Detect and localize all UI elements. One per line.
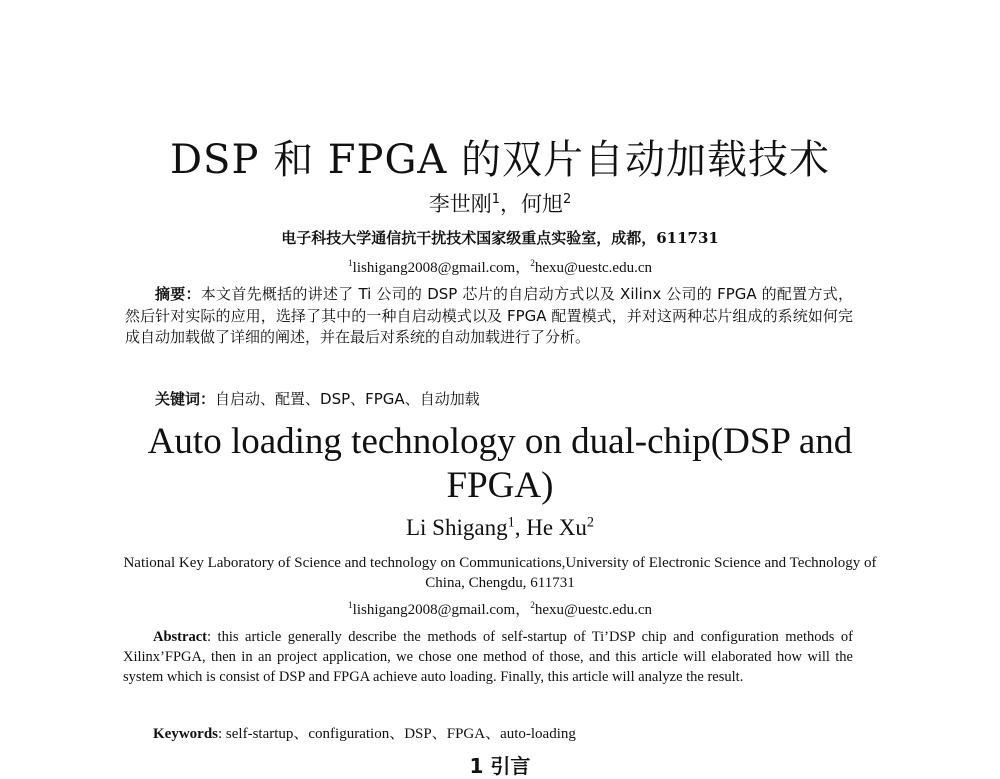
- english-email-1[interactable]: lishigang2008@gmail.com: [352, 602, 516, 618]
- english-author-1: Li Shigang: [405, 515, 508, 540]
- chinese-email-2[interactable]: hexu@uestc.edu.cn: [534, 260, 652, 276]
- chinese-author-separator: ，: [500, 192, 521, 216]
- chinese-author-2-superscript: 2: [563, 192, 572, 207]
- section-heading: 1 引言: [469, 754, 531, 778]
- chinese-author-1: 李世刚: [428, 192, 492, 216]
- chinese-authors: [0, 188, 1000, 218]
- chinese-abstract: [125, 284, 853, 349]
- chinese-abstract-text: 本文首先概括的讲述了 Ti 公司的 DSP 芯片的自启动方式以及 Xilinx 公司的 FPGA 的配置方式，然后针对实际的应用，选择了其中的一种自启动模式以及 FPGA 配置模式，并对这两种芯片组成的系统如何完成自动加载做了详细的阐述，并在最后对系统的自动加载进行了分析。: [125, 285, 853, 346]
- english-abstract-text: : this article generally describe the methods of self-startup of Ti’DSP chip and configuration methods of Xilinx’FPGA, then in an project application, we chose one method of those, and this article will elaborated how will the system which is consist of DSP and FPGA achieve auto loading. Finally, this article will analyze the result.: [123, 629, 853, 685]
- chinese-email-line: [0, 256, 1000, 277]
- chinese-abstract-label: 摘要：: [155, 285, 201, 303]
- chinese-email-1[interactable]: lishigang2008@gmail.com: [352, 260, 516, 276]
- chinese-email-separator: ，: [515, 260, 531, 276]
- english-abstract-label: Abstract: [153, 629, 207, 645]
- english-keywords-text: : self-startup、configuration、DSP、FPGA、auto-loading: [218, 726, 576, 742]
- chinese-keywords: [155, 388, 855, 409]
- chinese-keywords-label: 关键词：: [155, 390, 216, 408]
- chinese-author-1-superscript: 1: [491, 192, 500, 207]
- chinese-email-1-superscript: 1: [348, 259, 353, 269]
- english-email-2[interactable]: hexu@uestc.edu.cn: [534, 602, 652, 618]
- english-author-2-superscript: 2: [586, 514, 595, 531]
- english-email-separator: ，: [515, 602, 531, 618]
- chinese-email-2-superscript: 2: [530, 259, 535, 269]
- english-abstract: [123, 627, 853, 687]
- english-author-1-superscript: 1: [507, 514, 515, 531]
- english-authors: [0, 515, 1000, 541]
- english-affiliation: National Key Laboratory of Science and technology on Communications,University of Electronic Science and Technology of China, Chengdu, 611731: [123, 555, 877, 591]
- chinese-keywords-text: 自启动、配置、DSP、FPGA、自动加载: [215, 390, 480, 408]
- english-title: Auto loading technology on dual-chip(DSP and FPGA): [147, 421, 853, 506]
- english-email-2-superscript: 2: [530, 601, 535, 611]
- chinese-affiliation: 电子科技大学通信抗干扰技术国家级重点实验室，成都，611731: [281, 229, 719, 247]
- english-author-2: He Xu: [526, 515, 587, 540]
- chinese-author-2: 何旭: [521, 192, 563, 216]
- english-email-line: [0, 598, 1000, 619]
- english-author-separator: ,: [514, 515, 527, 540]
- chinese-title: DSP 和 FPGA 的双片自动加载技术: [169, 137, 831, 183]
- english-keywords-label: Keywords: [153, 726, 218, 742]
- english-keywords: [153, 722, 853, 743]
- english-email-1-superscript: 1: [348, 601, 353, 611]
